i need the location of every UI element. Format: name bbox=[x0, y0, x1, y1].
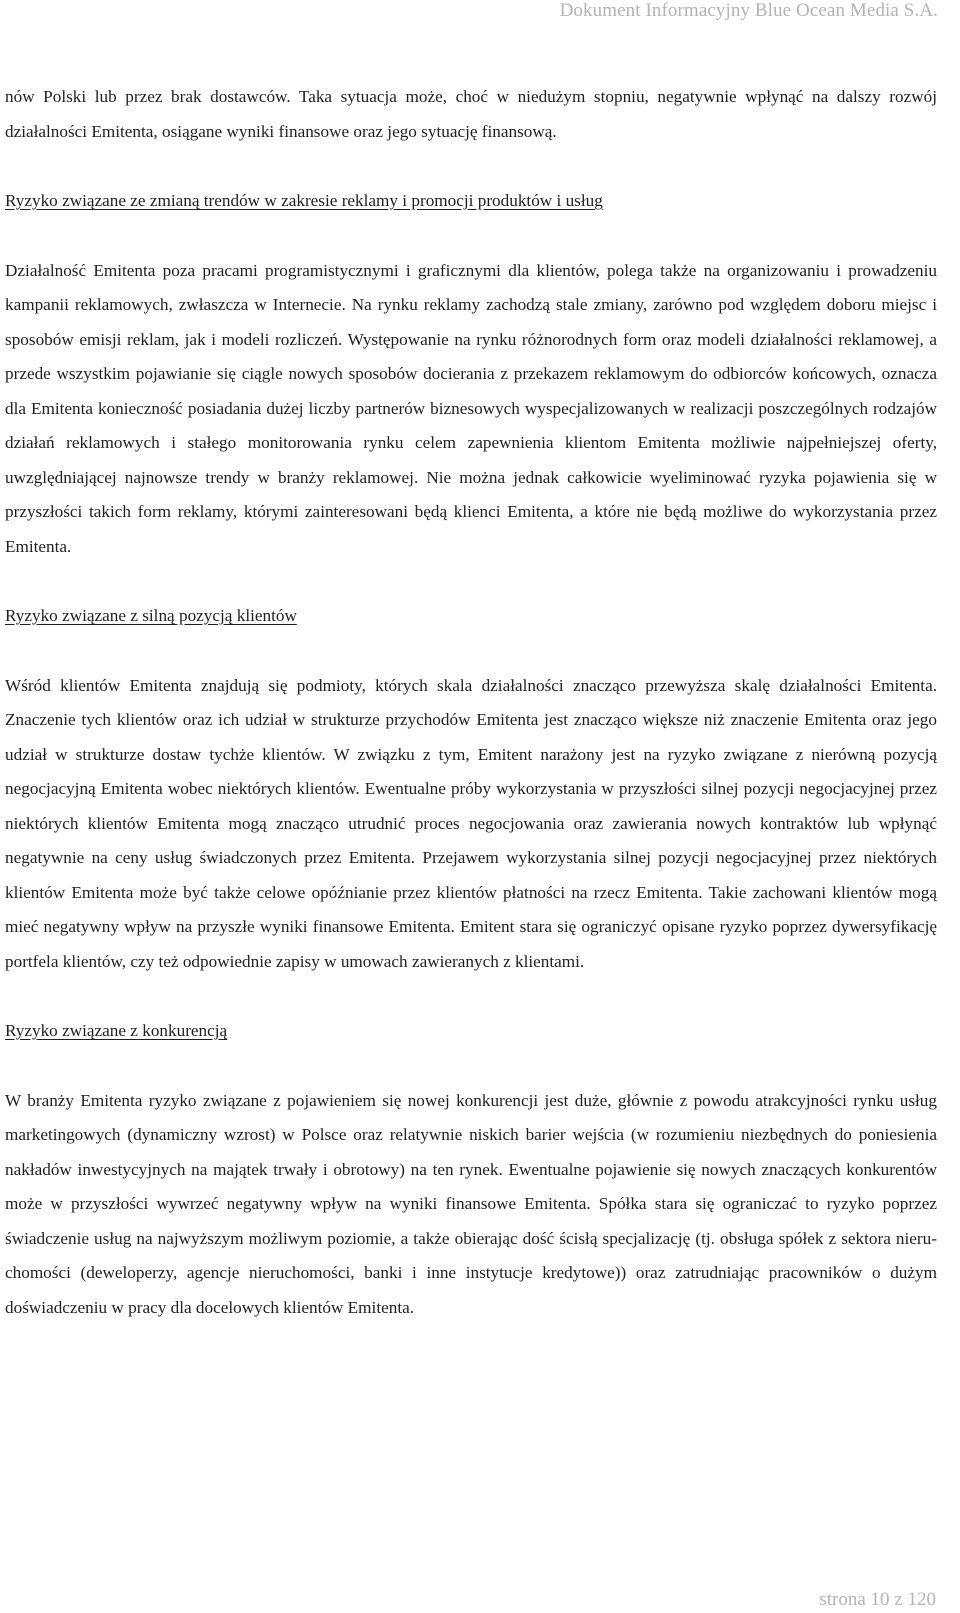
trends-risk-heading: Ryzyko związane ze zmianą trendów w zakresie reklamy i promocji produktów i usług bbox=[5, 191, 603, 210]
document-header-title: Dokument Informacyjny Blue Ocean Media S.A. bbox=[559, 0, 938, 21]
competition-risk-paragraph: W branży Emitenta ryzyko związane z pojawieniem się nowej konkurencji jest duże, głównie z powodu atrakcyjności rynku usług marketingowych (dynamiczny wzrost) w Polsce oraz relatywnie niskich barier wejścia (w rozumieniu niezbędnych do poniesienia nakładów inwestycyjnych na majątek trwały i obrotowy) na ten rynek. Ewentualne pojawienie się nowych znaczących konkurentów może w przyszłości wywrzeć negatywny wpływ na wyniki finansowe Emitenta. Spółka stara się ograniczać to ryzyko poprzez świadczenie usług na najwyższym możliwym poziomie, a także obierając dość ścisłą specjalizację (tj. obsługa spółek z sektora nieruchomości (deweloperzy, agencje nieruchomości, banki i inne instytucje kredytowe)) oraz zatrudniając pracowników o dużym doświadczeniu w pracy dla docelowych klientów Emitenta. bbox=[5, 1090, 937, 1317]
page-number: strona 10 z 120 bbox=[819, 1589, 936, 1610]
document-body bbox=[5, 80, 937, 1325]
spacer bbox=[5, 564, 937, 599]
competition-risk-heading: Ryzyko związane z konkurencją bbox=[5, 1021, 228, 1040]
spacer bbox=[5, 149, 937, 184]
spacer bbox=[5, 1049, 937, 1084]
spacer bbox=[5, 219, 937, 254]
clients-risk-paragraph: Wśród klientów Emitenta znajdują się podmioty, których skala działalności znacząco przewyższa skalę działalności Emitenta. Znaczenie tych klientów oraz ich udział w strukturze przychodów Emitenta jest znacząco większe niż znaczenie Emitenta oraz jego udział w strukturze dostaw tychże klientów. W związku z tym, Emitent narażony jest na ryzyko związane z nierówną pozycją negocjacyjną Emitenta wobec niektórych klientów. Ewentualne próby wykorzystania w przyszłości silnej pozycji negocjacyjnej przez niektórych klientów Emitenta mogą znacząco utrudnić proces negocjowania oraz zawierania nowych kontraktów lub wpłynąć negatywnie na ceny usług świadczonych przez Emitenta. Przejawem wykorzystania silnej pozycji negocjacyjnej przez niektórych klientów Emitenta może być także celowe opóźnianie przez klientów płatności na rzecz Emitenta. Takie zachowani klientów mogą mieć negatywny wpływ na przyszłe wyniki finansowe Emitenta. Emitent stara się ograniczyć opisane ryzyko poprzez dywersyfikację portfela klientów, czy też odpowiednie zapisy w umowach zawieranych z klientami. bbox=[5, 675, 937, 971]
trends-risk-paragraph: Działalność Emitenta poza pracami programistycznymi i graficznymi dla klientów, polega także na organizowaniu i prowadzeniu kampanii reklamowych, zwłaszcza w Internecie. Na rynku reklamy zachodzą stale zmiany, zarówno pod względem doboru miejsc i sposobów emisji reklam, jak i modeli rozliczeń. Występowanie na rynku różnorodnych form oraz modeli działalności reklamowej, a przede wszystkim pojawianie się ciągle nowych sposobów docierania z przekazem reklamowym do odbiorców końcowych, oznacza dla Emitenta konieczność posiadania dużej liczby partnerów biznesowych wyspecjalizowanych w realizacji poszczególnych rodzajów działań reklamowych i stałego monitorowania rynku celem zapewnienia klientom Emitenta możliwie najpełniejszej oferty, uwzględniającej najnowsze trendy w branży reklamowej. Nie można jednak całkowicie wyeliminować ryzyka pojawienia się w przyszłości takich form reklamy, którymi zainteresowani będą klienci Emitenta, a które nie będą możliwe do wykorzystania przez Emitenta. bbox=[5, 260, 937, 556]
continuation-paragraph: nów Polski lub przez brak dostawców. Taka sytuacja może, choć w niedużym stopniu, negatywnie wpłynąć na dalszy rozwój działalności Emitenta, osiągane wyniki finansowe oraz jego sytuację finansową. bbox=[5, 87, 937, 141]
spacer bbox=[5, 979, 937, 1014]
clients-risk-heading: Ryzyko związane z silną pozycją klientów bbox=[5, 606, 297, 625]
spacer bbox=[5, 634, 937, 669]
